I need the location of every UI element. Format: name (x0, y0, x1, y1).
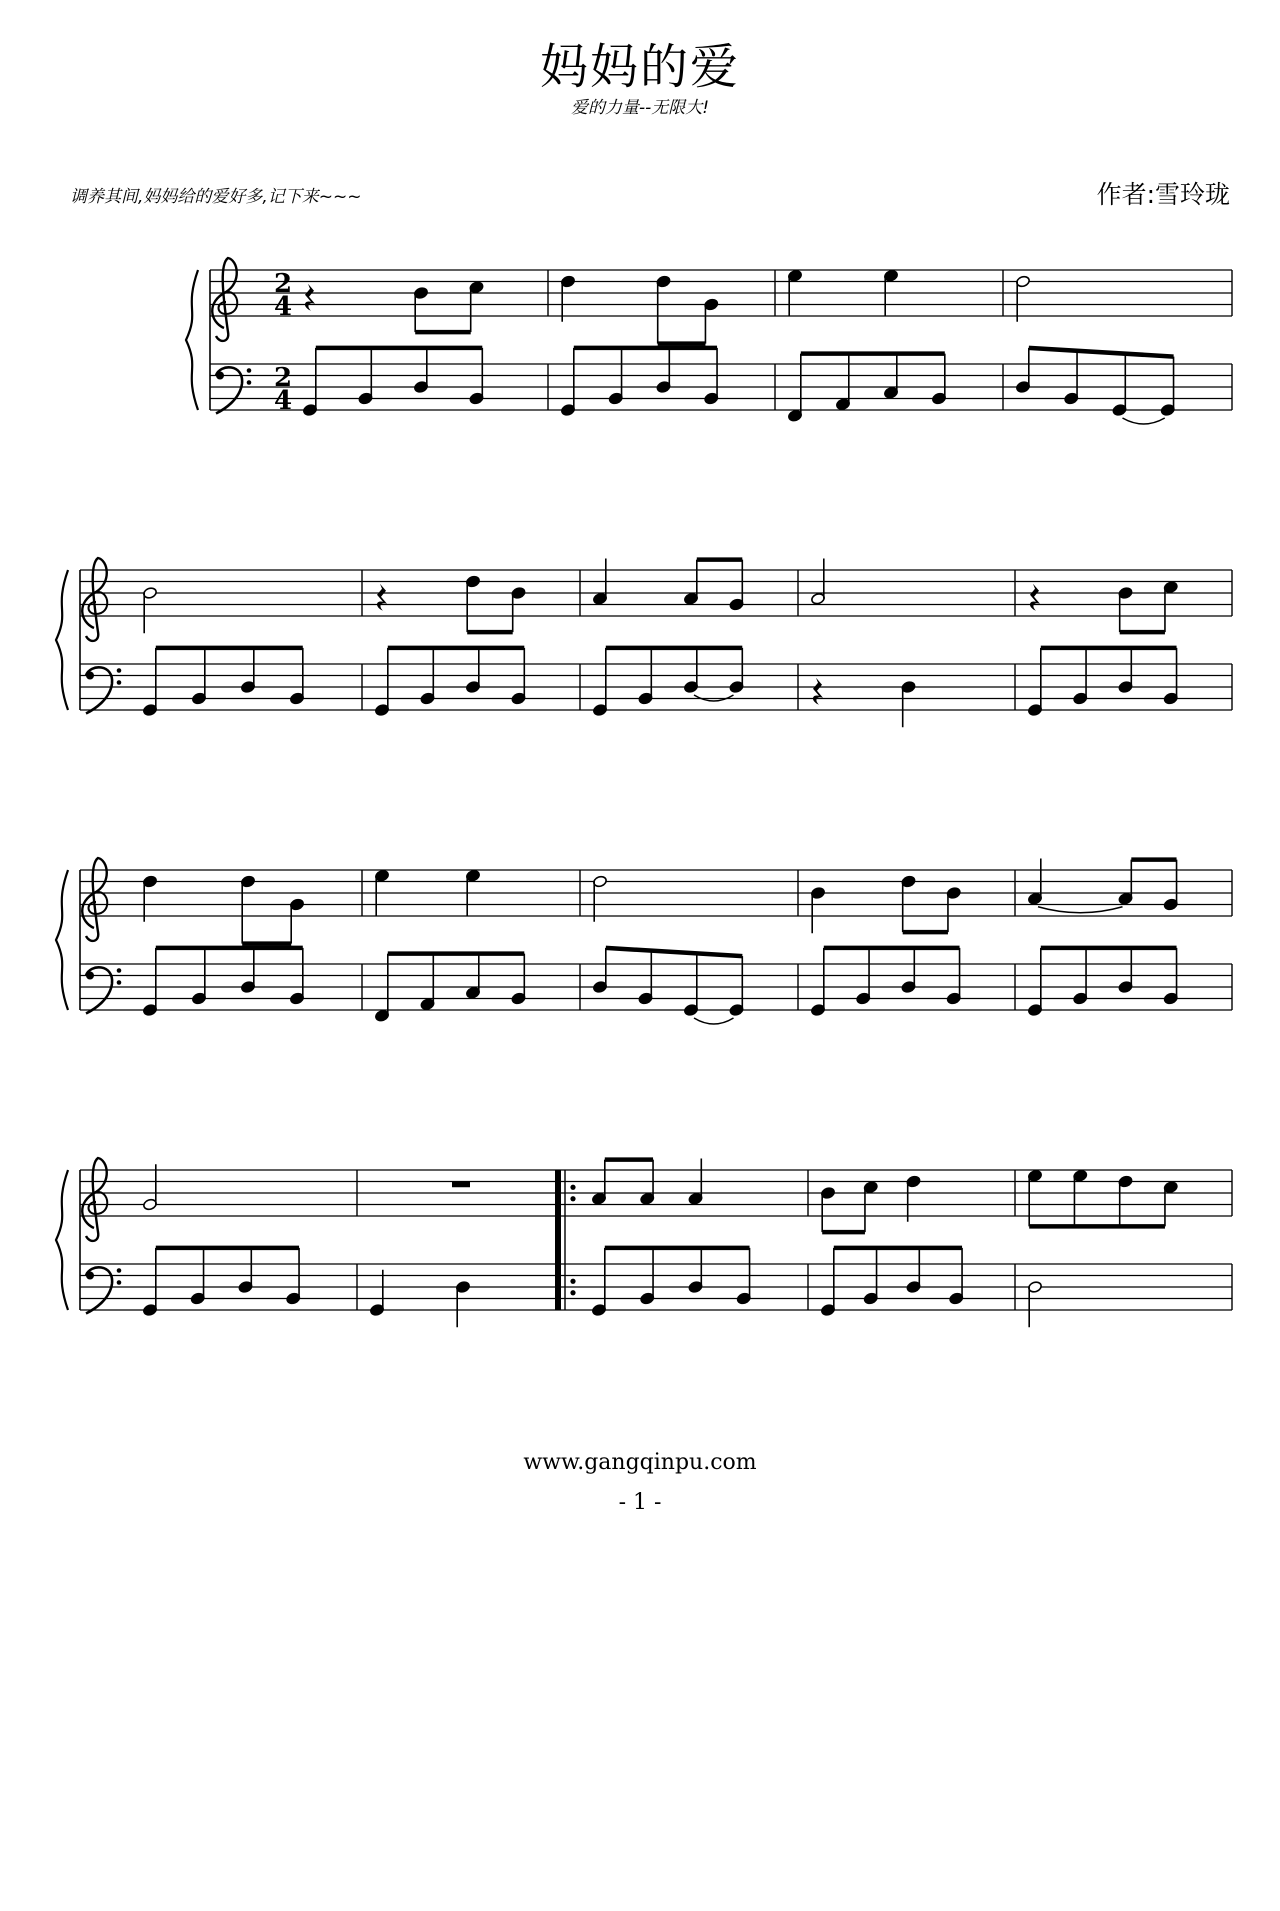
repeat-dot (570, 1185, 575, 1190)
tie (694, 1018, 734, 1024)
time-signature-top: 2 (273, 363, 293, 393)
time-signature-top: 2 (273, 269, 293, 299)
repeat-dot (570, 1290, 575, 1295)
bass-clef-dot (247, 368, 252, 373)
staff-brace (56, 1170, 68, 1310)
bass-clef-dot (117, 680, 122, 685)
website-url: www.gangqinpu.com (523, 1450, 757, 1475)
staff-brace (56, 870, 68, 1010)
bass-clef-dot (117, 1268, 122, 1273)
staff-system (56, 858, 1232, 1024)
bass-clef-dot (86, 672, 94, 680)
repeat-dot (570, 1196, 575, 1201)
bass-clef-dot (117, 980, 122, 985)
repeat-thick-bar (555, 1216, 561, 1264)
bass-clef-dot (86, 1272, 94, 1280)
page-number: - 1 - (618, 1490, 662, 1515)
quarter-rest (377, 584, 387, 611)
time-signature-bottom: 4 (273, 386, 293, 416)
composer-credit: 作者:雪玲珑 (1096, 180, 1230, 209)
staff-system (186, 258, 1232, 424)
staff-brace (56, 570, 68, 710)
staff-brace (186, 270, 198, 410)
quarter-rest (1030, 584, 1040, 611)
dedication-text: 调养其间,妈妈给的爱好多,记下来~~~ (70, 187, 362, 207)
note-beam (1029, 348, 1174, 357)
time-signature-bottom: 4 (273, 292, 293, 322)
score-subtitle: 爱的力量--无限大! (570, 98, 710, 118)
note-beam (606, 948, 743, 956)
score-title: 妈妈的爱 (539, 39, 740, 95)
staff-system (56, 558, 1232, 727)
staff-system (56, 1158, 1232, 1327)
repeat-dot (570, 1279, 575, 1284)
repeat-thick-bar (555, 1264, 561, 1310)
quarter-rest (813, 678, 823, 705)
bass-clef-dot (117, 668, 122, 673)
repeat-thick-bar (555, 1170, 561, 1216)
whole-rest (452, 1182, 470, 1188)
bass-clef-dot (216, 372, 224, 380)
bass-clef-dot (117, 968, 122, 973)
bass-clef-dot (86, 972, 94, 980)
bass-clef-dot (247, 380, 252, 385)
bass-clef-dot (117, 1280, 122, 1285)
quarter-rest (305, 284, 315, 311)
tie (1038, 907, 1123, 913)
tie (1123, 418, 1165, 424)
